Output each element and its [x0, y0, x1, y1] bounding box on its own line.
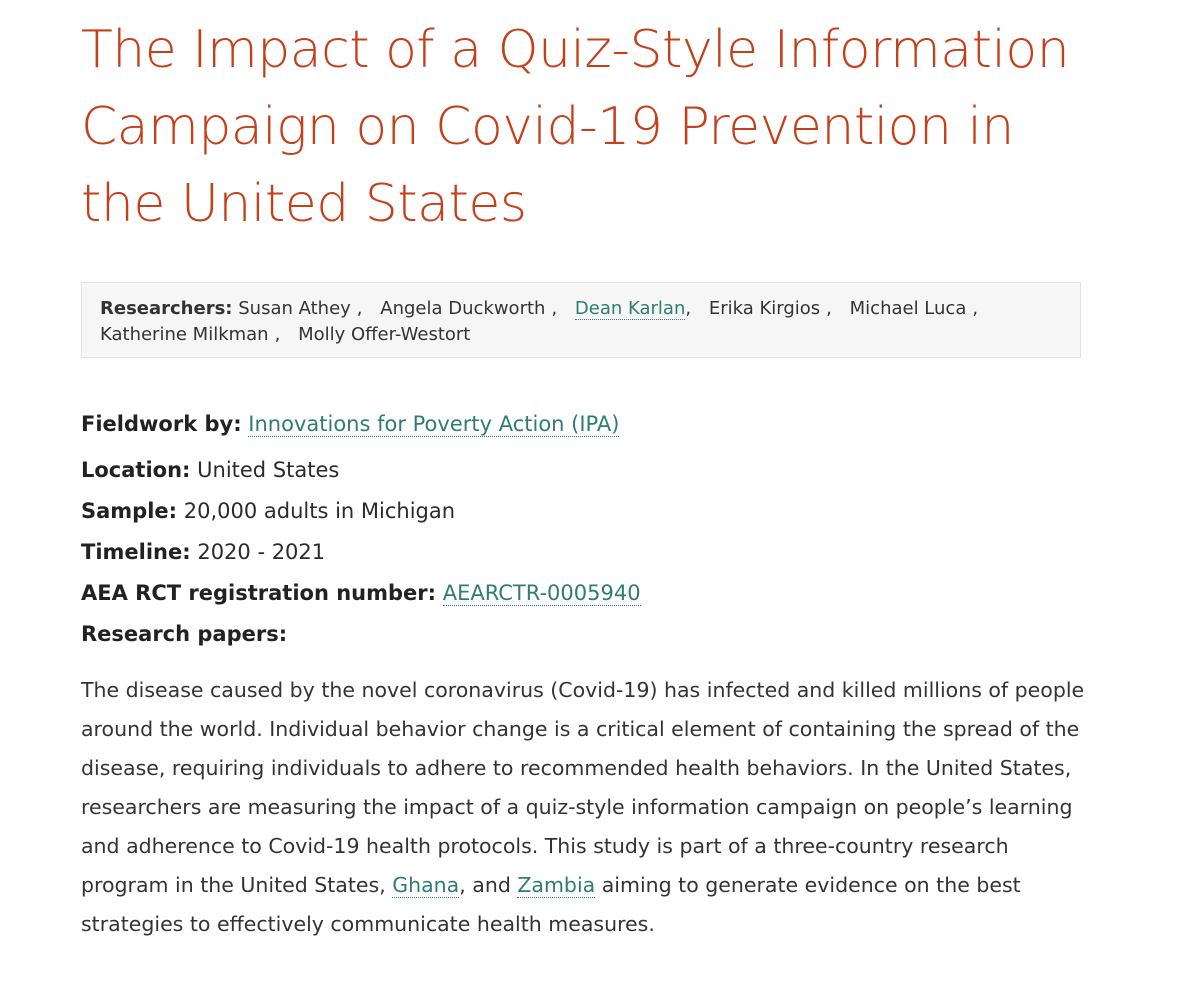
study-details — [81, 405, 1081, 656]
registration-link[interactable]: AEARCTR-0005940 — [442, 581, 641, 605]
researcher-name: Susan Athey — [238, 298, 351, 319]
researcher-separator: , — [972, 298, 979, 319]
researcher-separator: , — [356, 298, 363, 319]
researcher-list — [100, 298, 990, 345]
description-text-end: aiming to generate evidence on the best strategies to effectively communicate health measures. — [81, 873, 1021, 936]
researcher-item — [238, 298, 368, 319]
researcher-separator: , — [826, 298, 832, 319]
sample-label: Sample: — [81, 499, 178, 523]
timeline-value: 2020 - 2021 — [197, 540, 326, 564]
researcher-item — [844, 298, 984, 319]
zambia-link[interactable]: Zambia — [517, 873, 596, 897]
researcher-item — [569, 298, 697, 319]
researcher-name: Angela Duckworth — [380, 298, 546, 319]
research-papers-row — [81, 615, 1081, 656]
registration-row — [81, 574, 1081, 615]
fieldwork-label: Fieldwork by: — [81, 412, 242, 436]
location-value: United States — [197, 458, 340, 482]
researcher-item — [703, 298, 838, 319]
researcher-link[interactable]: Dean Karlan — [574, 298, 686, 319]
location-row — [81, 451, 1081, 492]
researchers-label: Researchers: — [100, 298, 233, 319]
timeline-label: Timeline: — [81, 540, 191, 564]
researcher-separator: , — [551, 298, 558, 319]
researcher-name: Molly Offer-Westort — [298, 324, 471, 345]
registration-label: AEA RCT registration number: — [81, 581, 437, 605]
study-description — [81, 671, 1091, 944]
page-title: The Impact of a Quiz-Style Information Campaign on Covid-19 Prevention in the United States — [81, 20, 1070, 234]
researcher-separator: , — [274, 324, 281, 345]
researcher-item — [375, 298, 564, 319]
researcher-name: Michael Luca — [849, 298, 967, 319]
research-papers-label: Research papers: — [81, 622, 288, 646]
sample-row — [81, 492, 1081, 533]
timeline-row — [81, 533, 1081, 574]
ghana-link[interactable]: Ghana — [392, 873, 460, 897]
sample-value: 20,000 adults in Michigan — [183, 499, 456, 523]
researcher-item — [100, 324, 286, 345]
researcher-name: Erika Kirgios — [708, 298, 821, 319]
researcher-item — [292, 324, 482, 345]
location-label: Location: — [81, 458, 191, 482]
description-text: The disease caused by the novel coronavirus (Covid-19) has infected and killed millions of people around the world. Individual behavior change is a critical element of containing the spread of the disease, requiring individuals to adhere to recommended health behaviors. In the United States, researchers are measuring the impact of a quiz-style information campaign on people’s learning and adherence to Covid-19 health protocols. This study is part of a three-country research program in the United States, — [81, 678, 1085, 897]
researcher-name: Katherine Milkman — [100, 324, 269, 345]
fieldwork-row — [81, 405, 1081, 451]
description-text-between: , and — [459, 873, 518, 897]
fieldwork-link[interactable]: Innovations for Poverty Action (IPA) — [248, 412, 620, 436]
researchers-box — [81, 282, 1081, 358]
researcher-separator: , — [685, 298, 692, 319]
